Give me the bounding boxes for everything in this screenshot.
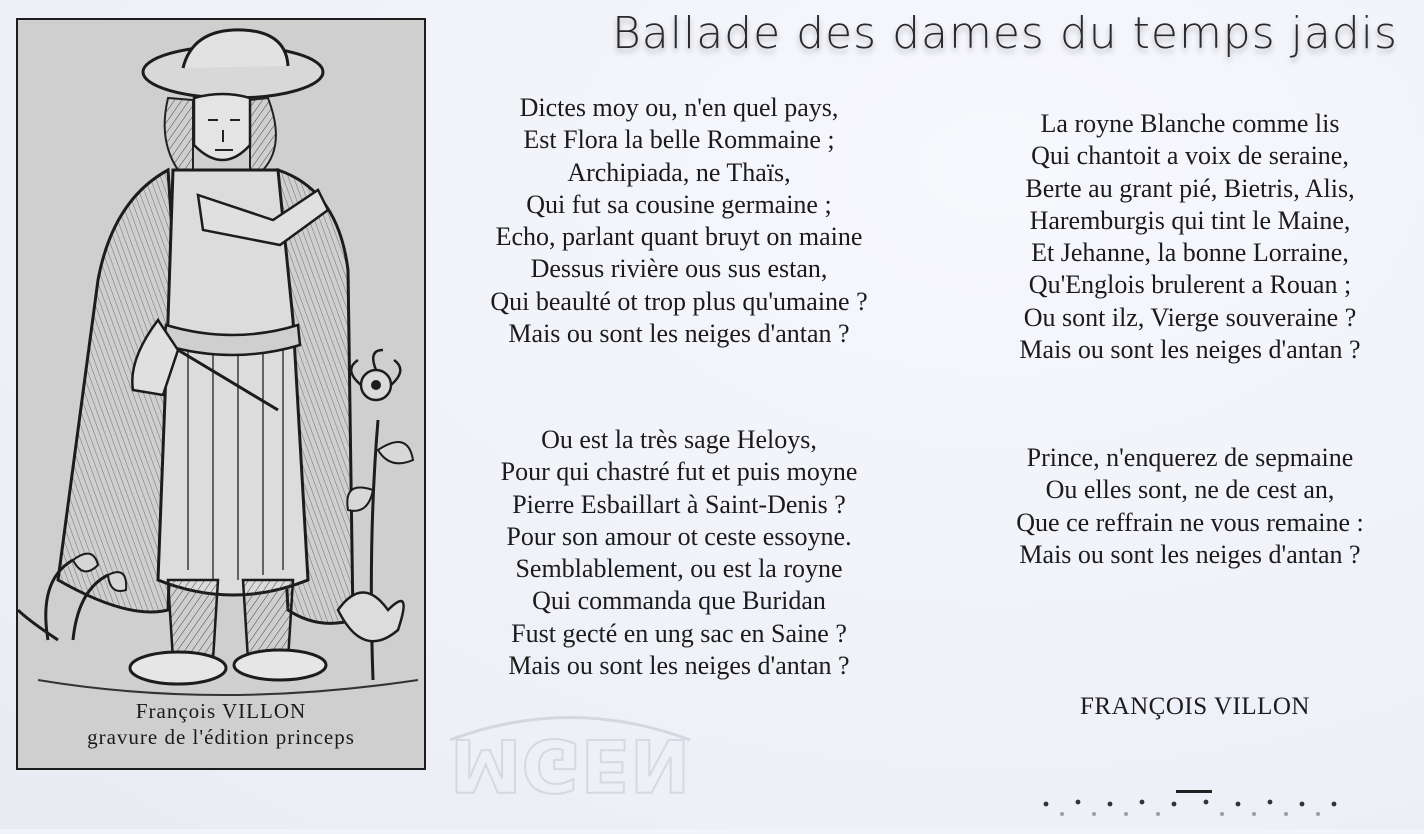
verse: Qui beaulté ot trop plus qu'umaine ? — [490, 286, 868, 316]
engraving-illustration — [18, 20, 424, 768]
verse: Mais ou sont les neiges d'antan ? — [508, 651, 850, 681]
svg-text:MGEN: MGEN — [449, 723, 691, 807]
caption-name: François VILLON — [135, 699, 307, 723]
stanza-3 — [960, 108, 1420, 366]
verse: Fust gecté en ung sac en Saine ? — [511, 618, 847, 648]
verse: Qu'Englois brulerent a Rouan ; — [1028, 270, 1352, 300]
stanza-4-envoi — [960, 442, 1420, 571]
engraving-caption — [18, 698, 424, 750]
villon-engraving — [16, 18, 426, 770]
verse: Ou est la très sage Heloys, — [541, 425, 817, 454]
stanza-2 — [434, 424, 924, 682]
verse: Archipiada, ne Thaïs, — [567, 157, 791, 187]
verse: Qui fut sa cousine germaine ; — [526, 189, 832, 219]
verse: Pour qui chastré fut et puis moyne — [500, 457, 858, 487]
verse: Et Jehanne, la bonne Lorraine, — [1031, 238, 1349, 268]
verse: Est Flora la belle Rommaine ; — [523, 125, 835, 155]
caption-source: gravure de l'édition princeps — [87, 725, 355, 749]
author-signature: FRANÇOIS VILLON — [1080, 693, 1310, 720]
verse: La royne Blanche comme lis — [1040, 109, 1340, 138]
verse: Prince, n'enquerez de sepmaine — [1026, 443, 1354, 472]
poem-title: Ballade des dames du temps jadis — [612, 8, 1398, 59]
verse: Haremburgis qui tint le Maine, — [1029, 205, 1351, 235]
verse: Ou elles sont, ne de cest an, — [1045, 475, 1335, 505]
verse: Echo, parlant quant bruyt on maine — [495, 222, 863, 252]
verse: Qui commanda que Buridan — [532, 586, 826, 616]
verse: Mais ou sont les neiges d'antan ? — [508, 319, 850, 349]
verse: Mais ou sont les neiges d'antan ? — [1019, 539, 1361, 569]
verse: Berte au grant pié, Bietris, Alis, — [1025, 173, 1355, 203]
verse: Semblablement, ou est la royne — [515, 554, 843, 584]
verse: Ou sont ilz, Vierge souveraine ? — [1023, 302, 1357, 332]
verse: Qui chantoit a voix de seraine, — [1031, 141, 1349, 171]
verse: Pierre Esbaillart à Saint-Denis ? — [512, 489, 846, 519]
verse: Dessus rivière ous sus estan, — [530, 254, 828, 284]
stanza-1 — [434, 92, 924, 350]
verse: Dictes moy ou, n'en quel pays, — [519, 93, 839, 122]
verse: Pour son amour ot ceste essoyne. — [506, 521, 852, 551]
verse: Que ce reffrain ne vous remaine : — [1016, 507, 1364, 537]
verse: Mais ou sont les neiges d'antan ? — [1019, 335, 1361, 365]
dotted-ornament — [1036, 784, 1346, 824]
